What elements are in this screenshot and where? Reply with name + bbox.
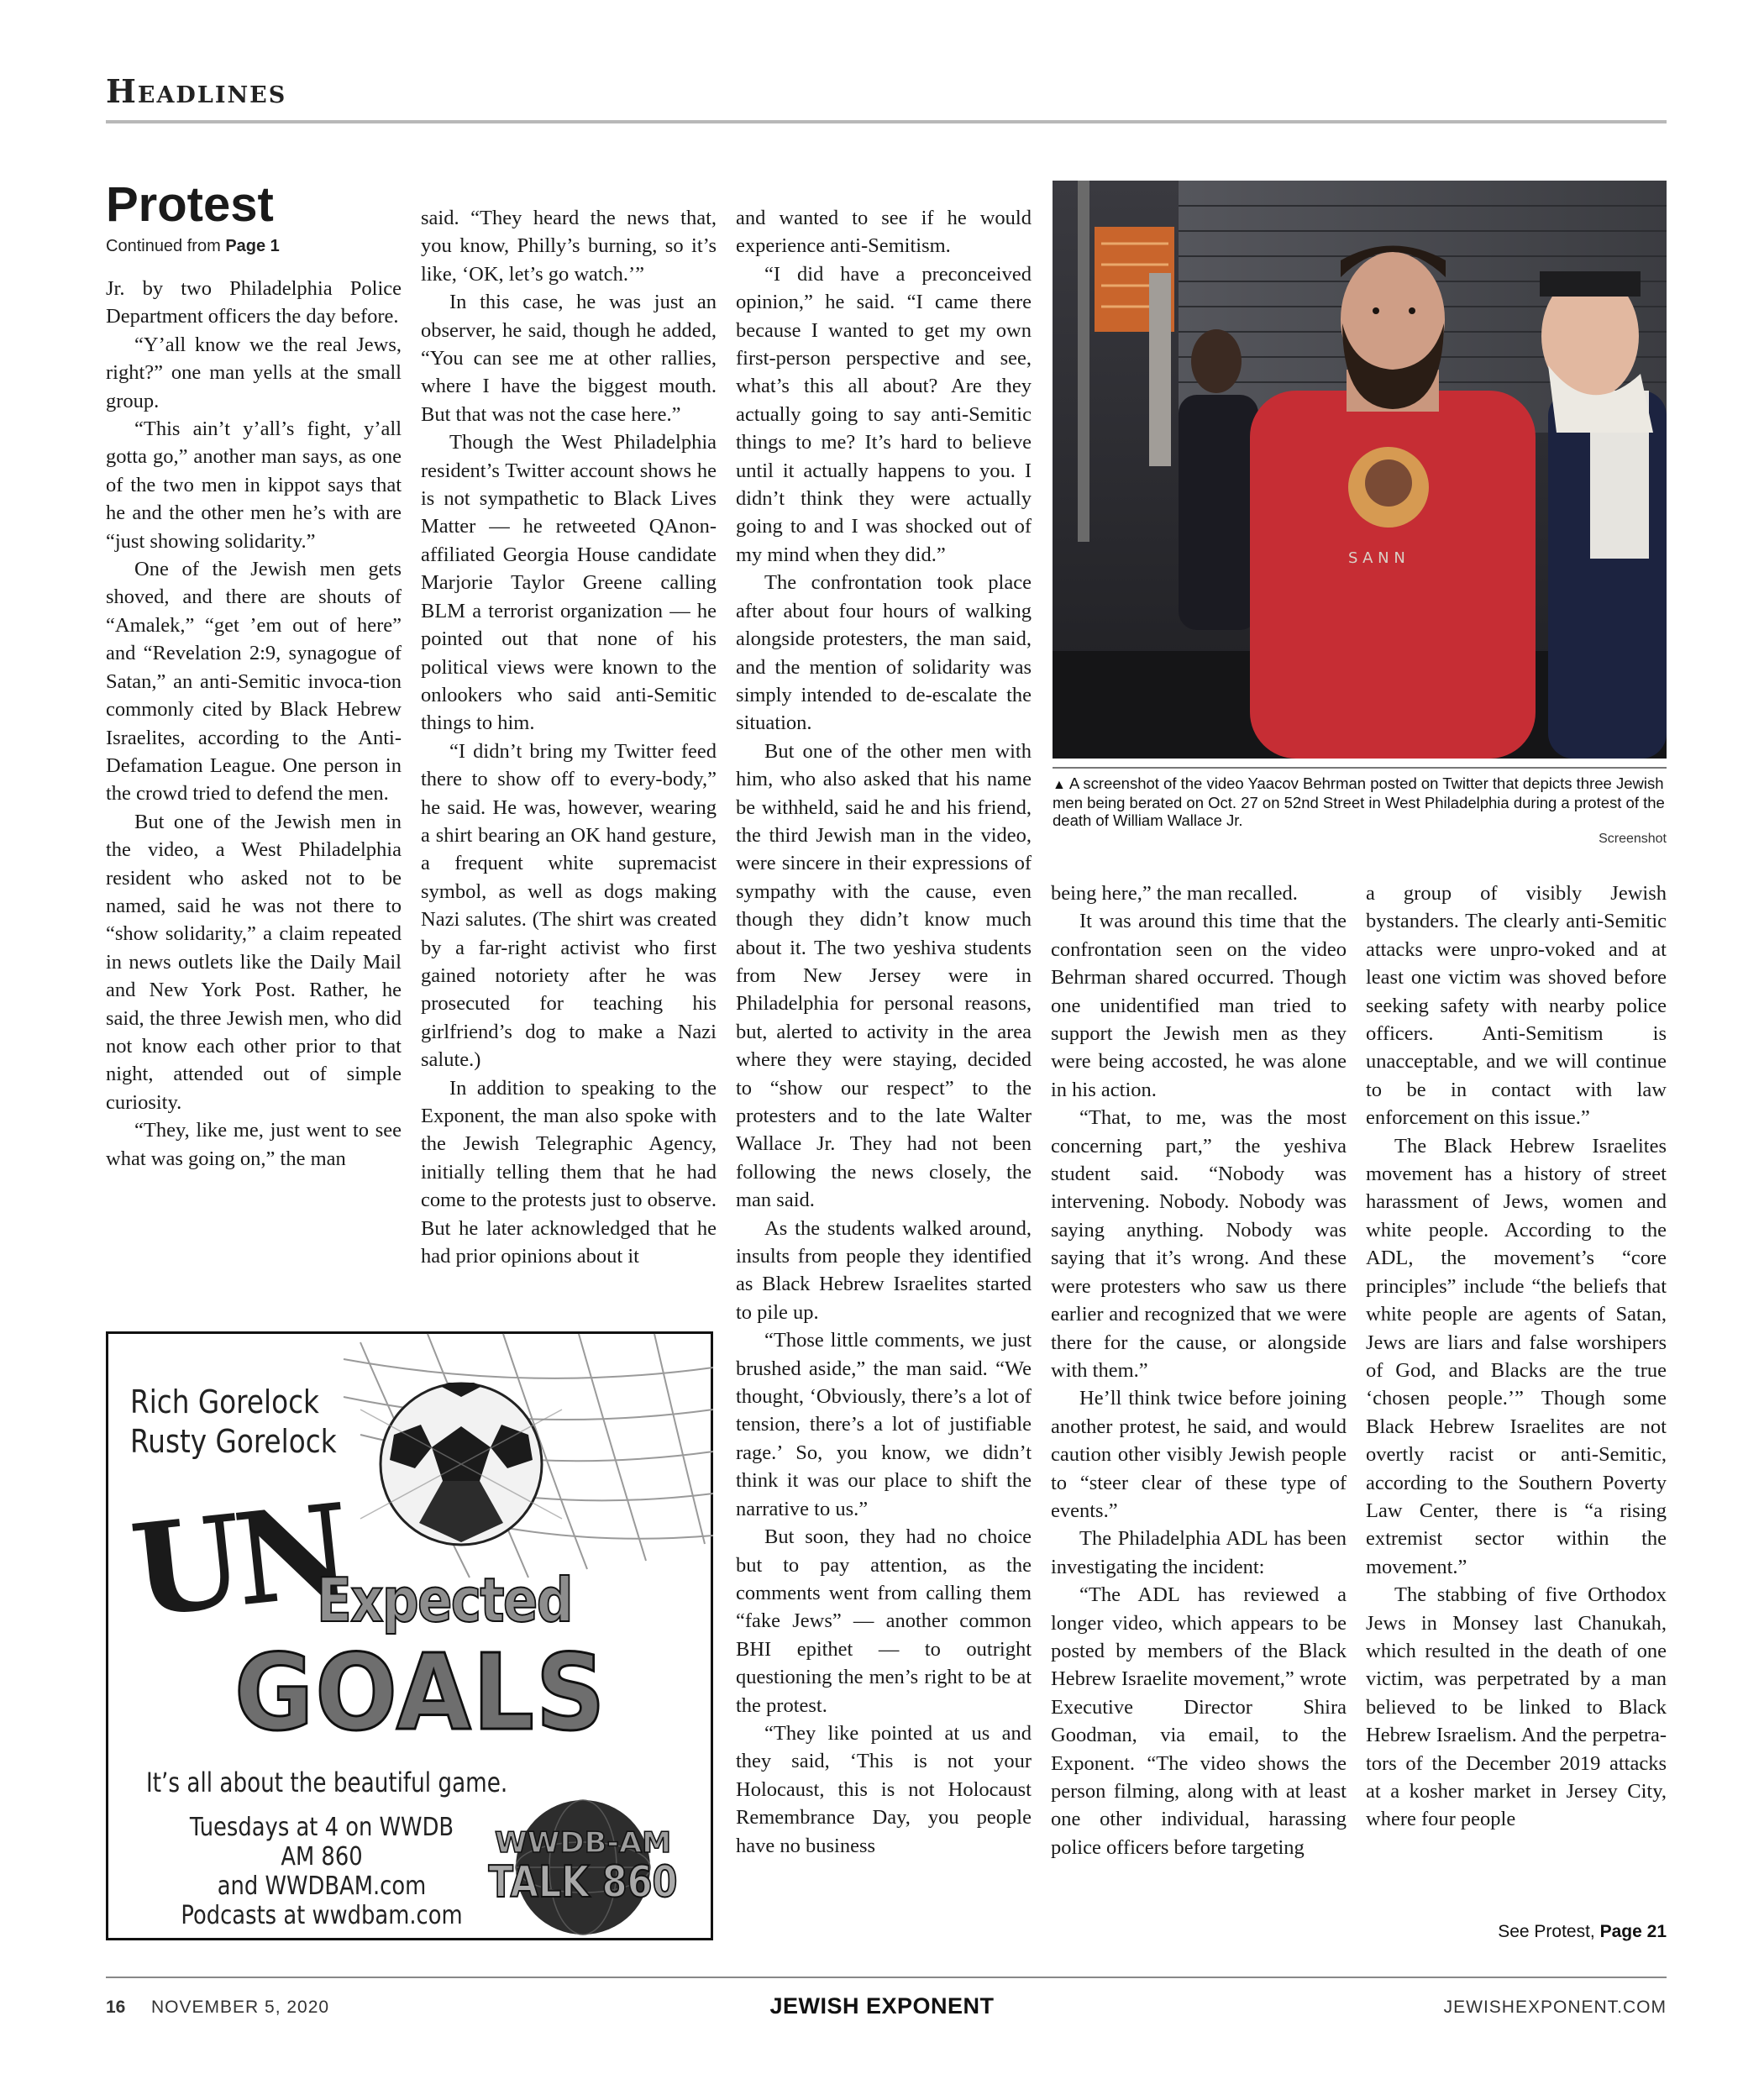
- article-paragraph: He’ll think twice before joining another protest, he said, and would caution other visibly Jewish people to “steer clear of these type of events.”: [1051, 1387, 1347, 1522]
- ad-hosts: [130, 1383, 337, 1462]
- article-paragraph: being here,” the man recalled.: [1051, 882, 1298, 905]
- article-paragraph: “They like pointed at us and they said, ‘This is not your Holocaust, this is not Holocaust Remembrance Day, you people have no business: [736, 1721, 1032, 1857]
- article-paragraph: But soon, they had no choice but to pay attention, as the comments went from calling them “fake Jews” — another common BHI epithet — to outright questioning the men’s right to be at the protest.: [736, 1525, 1032, 1717]
- article-column-1: [106, 275, 402, 1308]
- see-prefix: See Protest,: [1498, 1922, 1595, 1941]
- protest-video-screenshot: [1053, 181, 1667, 759]
- caption-text: A screenshot of the video Yaacov Behrman posted on Twitter that depicts three Jewish men being berated on Oct. 27 on 52nd Street in West Philadelphia during a protest of the death of William Wallace Jr.: [1053, 774, 1665, 829]
- caption-divider: [1053, 767, 1667, 769]
- ad-schedule-line-3: Podcasts at wwdbam.com: [181, 1901, 463, 1930]
- photo-credit: Screenshot: [1599, 832, 1667, 846]
- article-paragraph: The Black Hebrew Israelites movement has a history of street harassment of Jews, women and white people. According to the ADL, the movement’s “core principles” include “the beliefs that white people are agents of Satan, Jews are liars and false worshipers of God, and Blacks are the true ‘chosen people.’” Though some Black Hebrew Israelites are not overtly racist or anti-Semitic, according to the Southern Poverty Law Center, there is “a rising extremist sector within the movement.”: [1366, 1134, 1667, 1578]
- ad-title-un: UN: [125, 1476, 351, 1646]
- photo-caption: [1053, 774, 1667, 829]
- see-page: Page 21: [1599, 1922, 1667, 1941]
- footer-divider: [106, 1977, 1667, 1978]
- triangle-up-icon: ▲: [1053, 778, 1066, 792]
- article-paragraph: “The ADL has reviewed a longer video, which appears to be posted by members of the Black Hebrew Israelite movement,” wrote Executive Director Shira Goodman, via email, to the Exponent. “The video shows the person filming, along with at least one other individual, harassing police officers before targeting: [1051, 1583, 1347, 1859]
- article-paragraph: The stabbing of five Orthodox Jews in Monsey last Chanukah, which resulted in the death of one victim, was perpetrated by a man believed to be linked to Black Hebrew Israelism. And the perpetra-tors of the December 2019 attacks at a kosher market in Jersey City, where four people: [1366, 1583, 1667, 1831]
- soccer-ball-icon: [360, 1383, 562, 1545]
- ad-schedule-line-1: Tuesdays at 4 on WWDB AM 860: [189, 1813, 454, 1872]
- host-name-2: Rusty Gorelock: [130, 1423, 337, 1460]
- continued-prefix: Continued from: [106, 237, 221, 255]
- article-paragraph: “Those little comments, we just brushed aside,” the man said. “We thought, ‘Obviously, there’s a lot of tension, there’s a lot of justifiable rage.’ So, you know, we didn’t think it was our place to shift the narrative to us.”: [736, 1329, 1032, 1520]
- article-paragraph: As the students walked around, insults from people they identified as Black Hebrew Israelites started to pile up.: [736, 1216, 1032, 1324]
- article-headline: Protest: [106, 177, 274, 232]
- host-name-1: Rich Gorelock: [130, 1383, 319, 1420]
- article-paragraph: In addition to speaking to the Exponent, the man also spoke with the Jewish Telegraphic Agency, initially telling them that he had come to the protests just to observe. But he later acknowledged that he had prior opinions about it: [421, 1076, 717, 1268]
- radio-show-advertisement: [106, 1331, 713, 1940]
- wwdb-logo: [482, 1783, 684, 1935]
- article-column-4: [1051, 879, 1347, 1887]
- continued-from: [106, 237, 280, 256]
- website: JEWISHEXPONENT.COM: [1443, 1998, 1667, 2017]
- article-paragraph: The confrontation took place after about four hours of walking alongside protesters, the man said, and the mention of solidarity was simply intended to de-escalate the situation.: [736, 571, 1032, 735]
- article-paragraph: and wanted to see if he would experience anti-Semitism.: [736, 207, 1032, 258]
- article-paragraph: “I didn’t bring my Twitter feed there to show off to every-body,” he said. He was, however, wearing a shirt bearing an OK hand gesture, a frequent white supremacist symbol, as well as dogs making Nazi salutes. (The shirt was created by a far-right activist who first gained notoriety after he was prosecuted for teaching his girlfriend’s dog to make a Nazi salute.): [421, 739, 717, 1072]
- logo-text-bottom: TALK 860: [488, 1857, 678, 1908]
- article-paragraph: “They, like me, just went to see what was going on,” the man: [106, 1119, 402, 1170]
- see-continuation: [1366, 1922, 1667, 1942]
- article-paragraph: “That, to me, was the most concerning part,” the yeshiva student said. “Nobody was intervening. Nobody. Nobody was saying anything. Nobody was saying that it’s wrong. And these were protesters who saw us there earlier and recognized that we were there for the cause, or alongside with them.”: [1051, 1106, 1347, 1382]
- article-paragraph: a group of visibly Jewish bystanders. The clearly anti-Semitic attacks were unpro-voked and at least one victim was shoved before seeking safety with nearby police officers. Anti-Semitism is unacceptable, and we will continue to be in contact with law enforcement on this issue.”: [1366, 882, 1667, 1130]
- section-divider: [106, 120, 1667, 123]
- article-paragraph: said. “They heard the news that, you know, Philly’s burning, so it’s like, ‘OK, let’s go watch.’”: [421, 207, 717, 286]
- article-paragraph: The Philadelphia ADL has been investigating the incident:: [1051, 1527, 1347, 1578]
- ad-title-goals: GOALS: [234, 1632, 607, 1754]
- logo-text-top: WWDB-AM: [495, 1826, 671, 1860]
- article-column-2: [421, 204, 717, 1308]
- ad-title-expected: Expected: [317, 1565, 572, 1635]
- ad-schedule: [145, 1813, 498, 1930]
- issue-date: NOVEMBER 5, 2020: [151, 1998, 330, 2017]
- article-paragraph: “I did have a preconceived opinion,” he said. “I came there because I wanted to get my own first-person perspective and see, what’s this all about? Are they actually going to say anti-Semitic things to me? It’s hard to believe until it actually happens to you. I didn’t think they were actually going to and I was shocked out of my mind when they did.”: [736, 262, 1032, 566]
- article-column-5: [1366, 879, 1667, 1887]
- article-paragraph: It was around this time that the confrontation seen on the video Behrman shared occurred. Though one unidentified man tried to support the Jewish men as they were being accosted, he was alone in his action.: [1051, 910, 1347, 1101]
- article-paragraph: One of the Jewish men gets shoved, and there are shouts of “Amalek,” “get ’em out of here” and “Revelation 2:9, synagogue of Satan,” an anti-Semitic invoca-tion commonly cited by Black Hebrew Israelites, according to the Anti-Defamation League. One person in the crowd tried to defend the men.: [106, 558, 402, 806]
- article-paragraph: “This ain’t y’all’s fight, y’all gotta go,” another man says, as one of the two men in kippot says that he and the other men he’s with are “just showing solidarity.”: [106, 417, 402, 553]
- page-number: 16: [106, 1998, 126, 2017]
- article-column-3: [736, 204, 1032, 1884]
- ad-tagline: It’s all about the beautiful game.: [146, 1767, 508, 1798]
- continued-page: Page 1: [225, 237, 280, 255]
- masthead: JEWISH EXPONENT: [769, 1993, 995, 2019]
- article-paragraph: Jr. by two Philadelphia Police Department officers the day before.: [106, 277, 402, 328]
- svg-text:S A N N: S A N N: [1348, 549, 1405, 567]
- article-paragraph: “Y’all know we the real Jews, right?” one man yells at the small group.: [106, 333, 402, 412]
- article-paragraph: In this case, he was just an observer, he said, though he added, “You can see me at other rallies, where I have the biggest mouth. But that was not the case here.”: [421, 291, 717, 426]
- article-paragraph: Though the West Philadelphia resident’s Twitter account shows he is not sympathetic to Black Lives Matter — he retweeted QAnon-affiliated Georgia House candidate Marjorie Taylor Greene calling BLM a terrorist organization — he pointed out that none of his political views were known to the onlookers who said anti-Semitic things to him.: [421, 431, 717, 735]
- section-title: Headlines: [106, 72, 287, 110]
- article-paragraph: But one of the Jewish men in the video, a West Philadelphia resident who asked not to be named, said he was not there to “show solidarity,” a claim repeated in news outlets like the Daily Mail and New York Post. Rather, he said, the three Jewish men, who did not know each other prior to that night, attended out of simple curiosity.: [106, 810, 402, 1114]
- article-paragraph: But one of the other men with him, who also asked that his name be withheld, said he and his friend, the third Jewish man in the video, were sincere in their expressions of sympathy with the cause, even though they didn’t know much about it. The two yeshiva students from New Jersey were in Philadelphia for personal reasons, but, alerted to activity in the area where they were staying, decided to “show our respect” to the protesters and to the late Walter Wallace Jr. They had not been following the news closely, the man said.: [736, 739, 1032, 1212]
- ad-schedule-line-2: and WWDBAM.com: [217, 1872, 427, 1901]
